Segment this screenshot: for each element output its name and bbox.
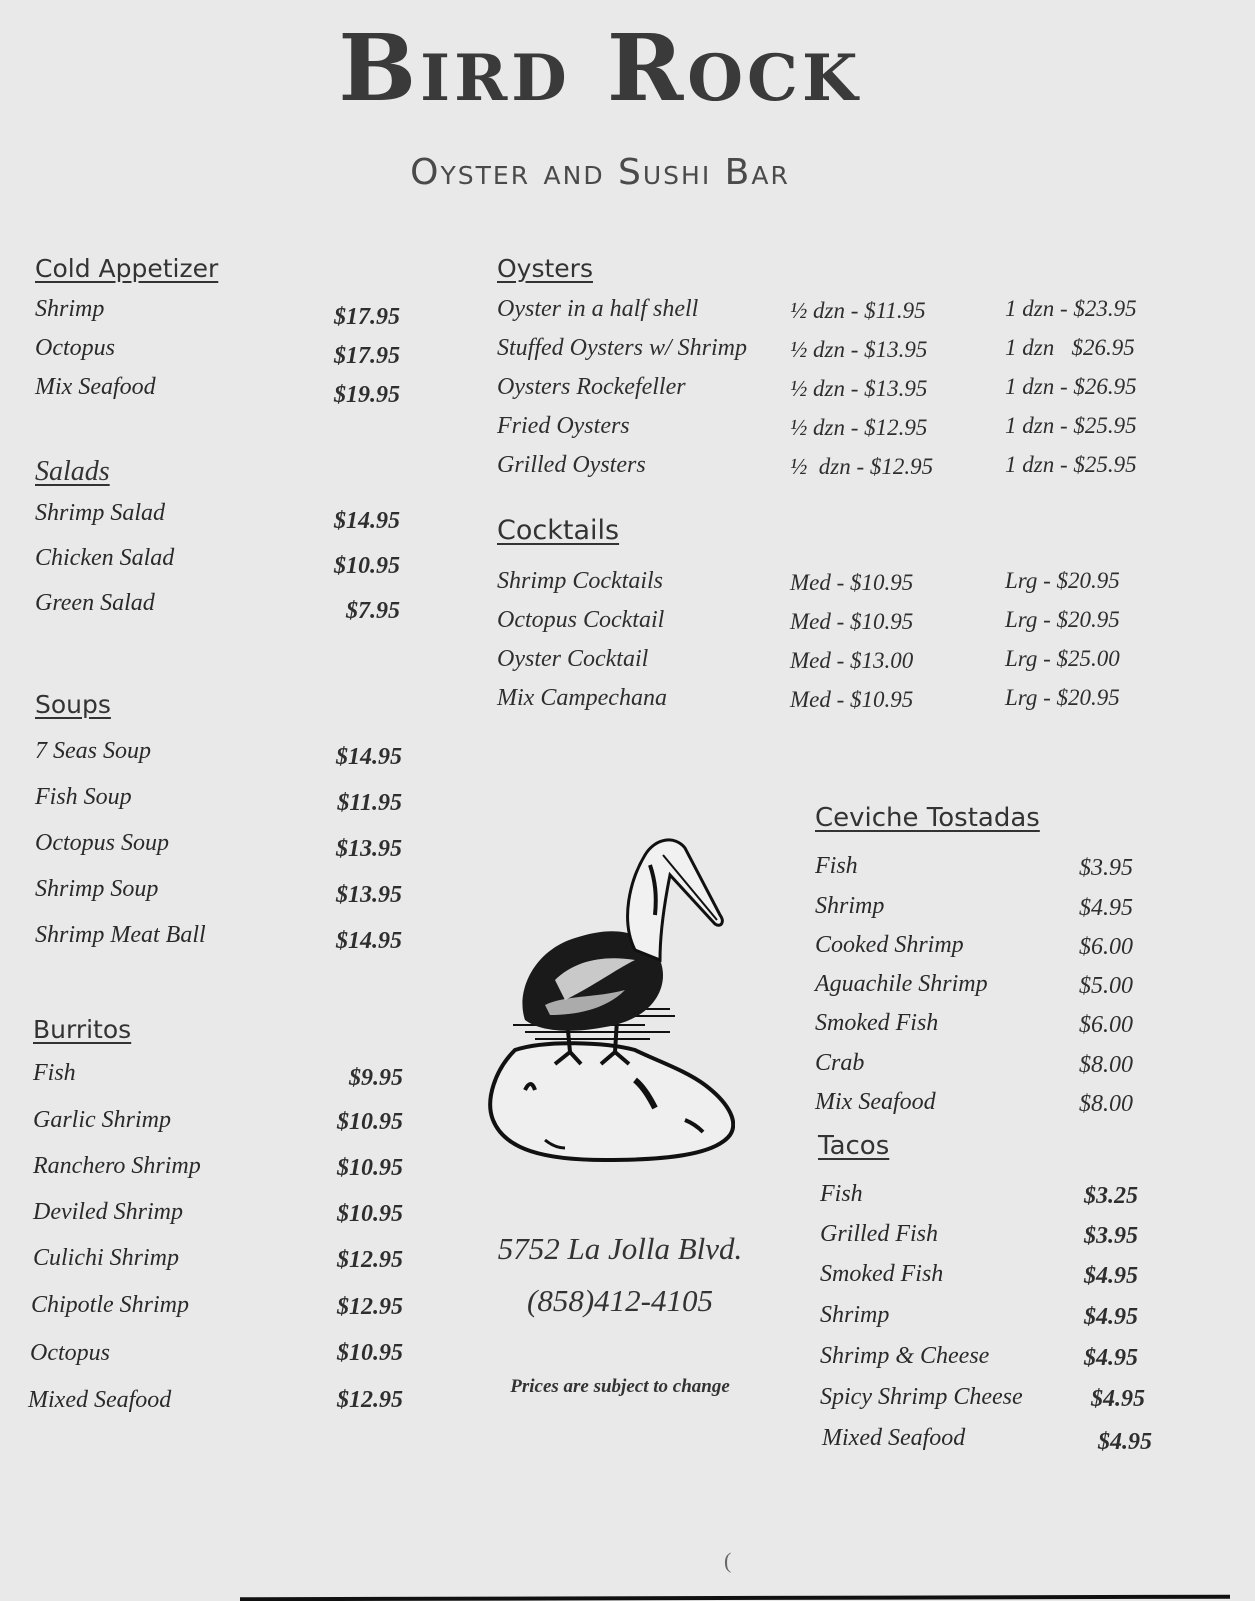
half-dozen-price: ½ dzn - $13.95	[790, 376, 928, 401]
item-price: $10.95	[334, 553, 400, 579]
item-name: Shrimp Salad	[35, 500, 166, 526]
item-price: $10.95	[337, 1201, 403, 1227]
dozen-price: 1 dzn - $25.95	[1005, 452, 1137, 477]
menu-item	[35, 335, 400, 369]
item-price: $6.00	[1079, 1012, 1133, 1038]
item-price: $12.95	[337, 1294, 403, 1320]
menu-item	[33, 1060, 403, 1091]
item-price: $4.95	[1084, 1345, 1138, 1371]
item-name: Shrimp	[815, 893, 885, 919]
item-price: $13.95	[336, 836, 402, 862]
scan-edge-divider	[240, 1595, 1230, 1601]
menu-item	[33, 1245, 403, 1272]
medium-price: Med - $10.95	[790, 570, 914, 595]
item-name: Culichi Shrimp	[33, 1245, 180, 1271]
menu-item	[33, 1153, 403, 1180]
item-name: Garlic Shrimp	[33, 1107, 171, 1133]
item-name: Fish	[820, 1181, 863, 1207]
item-price: $3.95	[1079, 855, 1133, 881]
menu-item	[35, 876, 402, 908]
item-name: Shrimp	[820, 1302, 890, 1328]
large-price: Lrg - $20.95	[1005, 685, 1120, 710]
dozen-price: 1 dzn - $23.95	[1005, 296, 1137, 321]
menu-item	[822, 1425, 1152, 1455]
menu-item	[820, 1343, 1138, 1370]
menu-item	[820, 1261, 1138, 1288]
menu-item	[820, 1384, 1145, 1411]
item-price: $8.00	[1079, 1091, 1133, 1117]
menu-item	[35, 738, 402, 770]
half-dozen-price: ½ dzn - $12.95	[790, 415, 928, 440]
half-dozen-price: ½ dzn - $11.95	[790, 298, 926, 323]
menu-item	[815, 893, 1133, 920]
item-price: $11.95	[337, 790, 402, 816]
medium-price: Med - $10.95	[790, 687, 914, 712]
item-name: Grilled Fish	[820, 1221, 938, 1247]
price-disclaimer: Prices are subject to change	[510, 1376, 730, 1397]
item-price: $4.95	[1084, 1304, 1138, 1330]
item-price: $12.95	[337, 1387, 403, 1413]
item-name: Shrimp Soup	[35, 876, 159, 902]
item-name: Chipotle Shrimp	[31, 1292, 190, 1318]
menu-item	[35, 374, 400, 408]
item-name: Octopus	[30, 1340, 110, 1366]
dozen-price: 1 dzn - $25.95	[1005, 413, 1137, 438]
dozen-price: 1 dzn - $26.95	[1005, 374, 1137, 399]
item-name: Mix Seafood	[815, 1089, 936, 1115]
item-name: Grilled Oysters	[497, 452, 646, 478]
dozen-price: 1 dzn $26.95	[1005, 335, 1135, 360]
item-price: $19.95	[334, 382, 400, 408]
menu-item	[820, 1221, 1138, 1248]
menu-item	[35, 784, 402, 816]
half-dozen-price: ½ dzn - $12.95	[790, 454, 934, 479]
menu-item	[35, 922, 402, 954]
item-name: 7 Seas Soup	[35, 738, 151, 764]
item-name: Fish	[815, 853, 858, 879]
item-name: Oysters Rockefeller	[497, 374, 686, 400]
half-dozen-price: ½ dzn - $13.95	[790, 337, 928, 362]
item-price: $9.95	[349, 1065, 403, 1091]
item-name: Shrimp Meat Ball	[35, 922, 206, 948]
item-name: Shrimp	[35, 296, 105, 322]
item-name: Oyster in a half shell	[497, 296, 699, 322]
menu-item	[815, 932, 1133, 959]
item-name: Cooked Shrimp	[815, 932, 964, 958]
menu-item	[820, 1181, 1138, 1208]
restaurant-name: Bird Rock	[338, 14, 862, 122]
item-price: $17.95	[334, 343, 400, 369]
item-price: $3.95	[1084, 1223, 1138, 1249]
item-price: $10.95	[337, 1340, 403, 1366]
menu-item	[33, 1199, 403, 1226]
item-name: Mixed Seafood	[28, 1387, 172, 1413]
section-heading-oysters: Oysters	[497, 254, 593, 283]
large-price: Lrg - $25.00	[1005, 646, 1120, 671]
item-price: $8.00	[1079, 1052, 1133, 1078]
menu-item	[35, 296, 400, 330]
item-price: $14.95	[336, 928, 402, 954]
menu-item	[31, 1292, 403, 1319]
menu-item	[815, 1050, 1133, 1077]
item-name: Oyster Cocktail	[497, 646, 649, 672]
item-name: Ranchero Shrimp	[33, 1153, 201, 1179]
menu-item	[815, 1089, 1133, 1116]
item-price: $4.95	[1098, 1429, 1152, 1455]
item-name: Octopus	[35, 335, 115, 361]
menu-item	[815, 1010, 1133, 1037]
menu-item	[35, 500, 400, 534]
item-name: Shrimp & Cheese	[820, 1343, 990, 1369]
item-name: Spicy Shrimp Cheese	[820, 1384, 1023, 1410]
item-name: Green Salad	[35, 590, 155, 616]
item-name: Chicken Salad	[35, 545, 175, 571]
section-heading-salads: Salads	[35, 456, 110, 487]
menu-item	[33, 1107, 403, 1134]
section-heading-burritos: Burritos	[33, 1015, 132, 1044]
menu-item	[815, 853, 1133, 880]
menu-item	[35, 590, 400, 624]
item-price: $13.95	[336, 882, 402, 908]
stray-mark: (	[724, 1548, 732, 1573]
item-name: Octopus Soup	[35, 830, 169, 856]
section-heading-soups: Soups	[35, 690, 111, 719]
item-price: $12.95	[337, 1247, 403, 1273]
item-name: Crab	[815, 1050, 865, 1076]
item-name: Mix Campechana	[497, 685, 667, 711]
item-price: $3.25	[1084, 1183, 1138, 1209]
restaurant-subtitle: Oyster and Sushi Bar	[410, 152, 790, 193]
large-price: Lrg - $20.95	[1005, 568, 1120, 593]
item-price: $6.00	[1079, 934, 1133, 960]
menu-item	[815, 971, 1133, 998]
medium-price: Med - $10.95	[790, 609, 914, 634]
section-heading-cocktails: Cocktails	[497, 515, 620, 546]
item-price: $4.95	[1091, 1386, 1145, 1412]
menu-item	[35, 830, 402, 862]
menu-item	[30, 1340, 403, 1367]
restaurant-phone: (858)412-4105	[527, 1283, 713, 1318]
item-price: $5.00	[1079, 973, 1133, 999]
item-name: Octopus Cocktail	[497, 607, 665, 633]
item-name: Stuffed Oysters w/ Shrimp	[497, 335, 747, 361]
item-price: $10.95	[337, 1155, 403, 1181]
section-heading-ceviche-tostadas: Ceviche Tostadas	[815, 803, 1040, 833]
item-name: Fish	[33, 1060, 76, 1086]
item-name: Fried Oysters	[497, 413, 630, 439]
item-name: Shrimp Cocktails	[497, 568, 663, 594]
menu-item	[28, 1387, 403, 1414]
item-name: Deviled Shrimp	[33, 1199, 183, 1225]
section-heading-cold-appetizer: Cold Appetizer	[35, 254, 219, 283]
item-price: $4.95	[1079, 895, 1133, 921]
item-name: Smoked Fish	[820, 1261, 944, 1287]
item-price: $17.95	[334, 304, 400, 330]
large-price: Lrg - $20.95	[1005, 607, 1120, 632]
item-price: $10.95	[337, 1109, 403, 1135]
item-name: Mix Seafood	[35, 374, 156, 400]
menu-item	[35, 545, 400, 579]
item-price: $14.95	[336, 744, 402, 770]
item-price: $4.95	[1084, 1263, 1138, 1289]
item-price: $14.95	[334, 508, 400, 534]
pelican-on-rock-icon	[485, 820, 735, 1165]
item-name: Mixed Seafood	[822, 1425, 966, 1451]
medium-price: Med - $13.00	[790, 648, 914, 673]
restaurant-address: 5752 La Jolla Blvd.	[497, 1231, 743, 1266]
item-name: Aguachile Shrimp	[815, 971, 988, 997]
item-name: Fish Soup	[35, 784, 132, 810]
section-heading-tacos: Tacos	[818, 1131, 890, 1161]
item-name: Smoked Fish	[815, 1010, 939, 1036]
menu-item	[820, 1302, 1138, 1329]
item-price: $7.95	[346, 598, 400, 624]
